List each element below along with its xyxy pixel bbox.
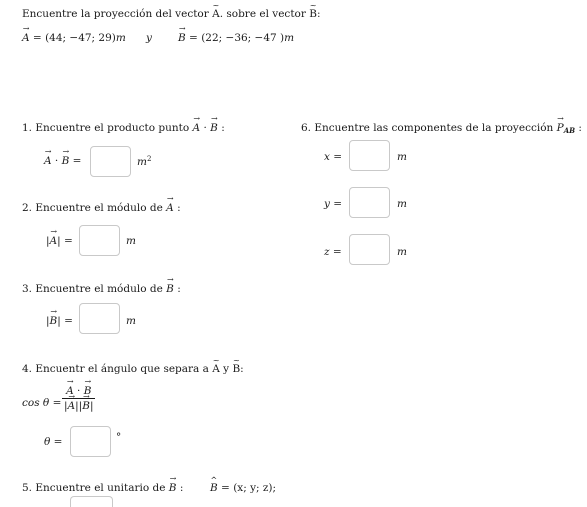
- question-2-prompt: 2. Encuentre el módulo de → A :: [22, 202, 181, 214]
- vector-a-definition: → A = (44; −47; 29)m: [22, 32, 126, 44]
- unit-vector-input-partial[interactable]: [70, 496, 113, 507]
- dot-product-label: → A · → B =: [44, 155, 81, 167]
- degree-unit: °: [116, 431, 122, 443]
- magnitude-b-unit: m: [126, 315, 136, 327]
- component-y-label: y =: [324, 198, 343, 210]
- component-z-input[interactable]: [349, 234, 390, 265]
- fraction-bar: [62, 398, 95, 399]
- component-x-unit: m: [397, 151, 407, 163]
- vector-a-symbol: ~ A: [212, 8, 220, 20]
- question-1-prompt: 1. Encuentre el producto punto → A · → B :: [22, 122, 225, 134]
- vector-b-symbol: ~ B: [309, 8, 317, 20]
- angle-input[interactable]: [70, 426, 111, 457]
- question-5-prompt: 5. Encuentre el unitario de → B :: [22, 482, 183, 494]
- component-z-unit: m: [397, 246, 407, 258]
- component-x-input[interactable]: [349, 140, 390, 171]
- magnitude-a-unit: m: [126, 235, 136, 247]
- cosine-numerator: → A · → B: [62, 385, 95, 397]
- magnitude-b-label: |→ B| =: [46, 315, 73, 327]
- vector-b-definition: → B = (22; −36; −47 )m: [178, 32, 294, 44]
- cosine-fraction: [62, 385, 95, 412]
- question-4-prompt: 4. Encuentr el ángulo que separa a ~ A y ~ B:: [22, 363, 244, 375]
- question-6-prompt: 6. Encuentre las componentes de la proyección → $P_{AB}$ :: [301, 122, 582, 135]
- question-3-prompt: 3. Encuentre el módulo de → B :: [22, 283, 181, 295]
- component-x-label: x =: [324, 151, 343, 163]
- component-y-unit: m: [397, 198, 407, 210]
- magnitude-a-input[interactable]: [79, 225, 120, 256]
- cosine-label: cos θ =: [22, 397, 62, 409]
- component-z-label: z =: [324, 246, 342, 258]
- dot-product-unit: $m^2$: [137, 155, 152, 168]
- connector-y: y: [146, 32, 152, 44]
- dot-product-input[interactable]: [90, 146, 131, 177]
- cosine-denominator: |→ A||→ B|: [62, 400, 95, 412]
- theta-label: θ =: [44, 436, 63, 448]
- unit-vector-b: ^ B = (x; y; z);: [210, 482, 276, 494]
- magnitude-a-label: |→ A| =: [46, 235, 73, 247]
- problem-statement: Encuentre la proyección del vector ~ A. sobre el vector ~ B:: [22, 8, 320, 20]
- magnitude-b-input[interactable]: [79, 303, 120, 334]
- component-y-input[interactable]: [349, 187, 390, 218]
